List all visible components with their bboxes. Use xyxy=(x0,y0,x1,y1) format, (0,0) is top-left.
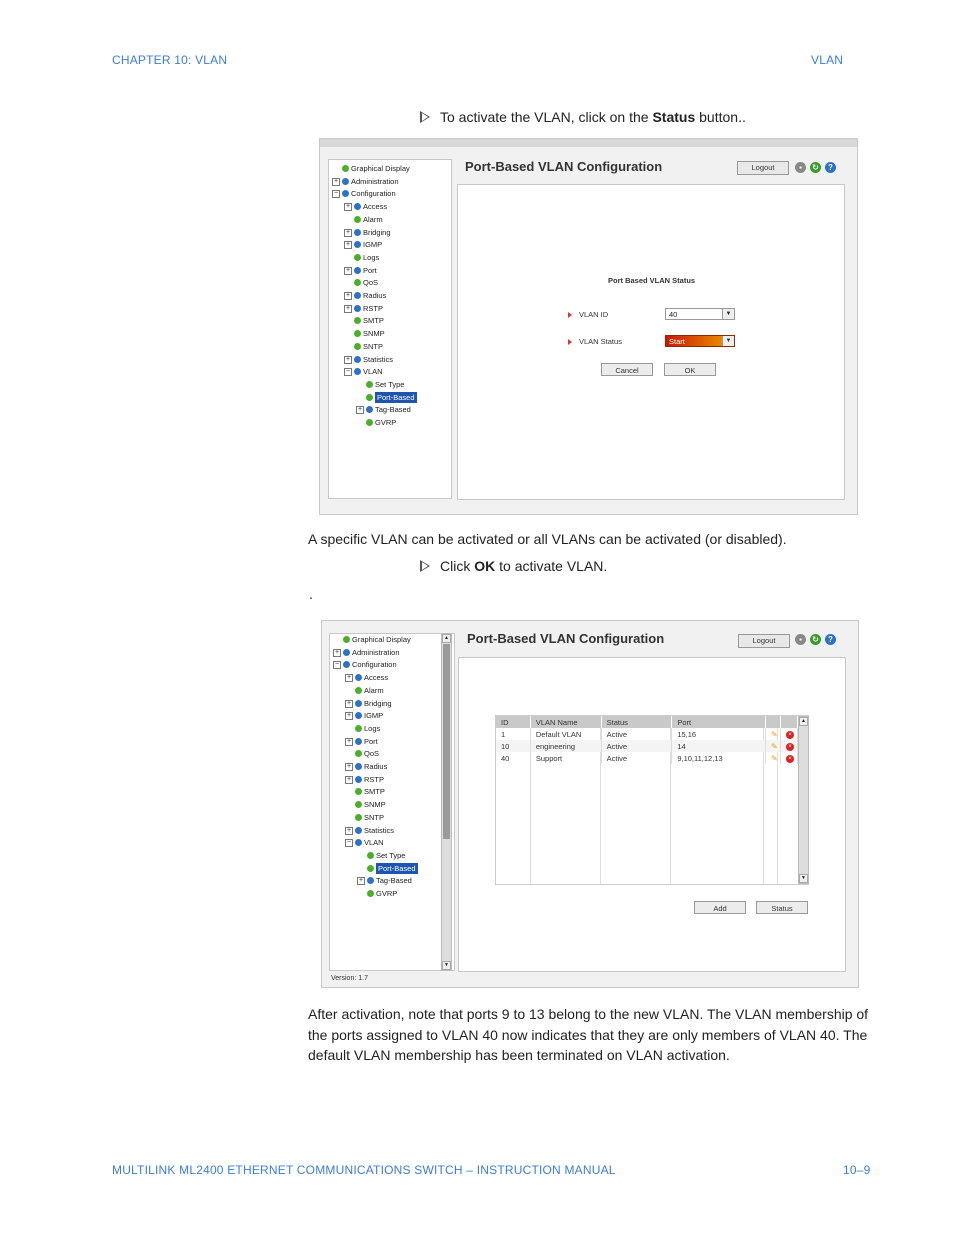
tree-item-label: Configuration xyxy=(352,660,397,670)
help-icon[interactable]: ? xyxy=(825,162,836,173)
edit-pencil-icon[interactable]: ✎ xyxy=(771,753,778,763)
folder-icon xyxy=(342,190,349,197)
tree-item[interactable] xyxy=(329,354,451,365)
tree-item[interactable] xyxy=(329,366,451,377)
step-triangle-icon xyxy=(420,560,430,572)
table-header-row xyxy=(496,716,798,728)
folder-icon xyxy=(366,406,373,413)
page-icon xyxy=(367,890,374,897)
folder-icon xyxy=(342,178,349,185)
section-header: VLAN xyxy=(811,53,844,67)
version-label: Version: 1.7 xyxy=(331,975,368,982)
tree-item[interactable] xyxy=(330,786,454,797)
tree-item[interactable] xyxy=(329,341,451,352)
vlan-id-arrow-icon xyxy=(568,312,572,318)
page-icon xyxy=(366,381,373,388)
tree-item-label: SNMP xyxy=(363,329,385,339)
expand-icon[interactable]: + xyxy=(334,648,340,656)
expand-icon[interactable]: + xyxy=(345,228,351,236)
folder-icon xyxy=(354,292,361,299)
tree-item-label: Statistics xyxy=(364,825,395,835)
tree-item-label: Radius xyxy=(364,762,388,771)
tree-item-label: QoS xyxy=(363,278,379,288)
status-heading: Port Based VLAN Status xyxy=(608,276,696,285)
tree-item-label: Port-Based xyxy=(378,863,416,873)
expand-icon[interactable]: + xyxy=(346,826,352,834)
expand-icon[interactable]: + xyxy=(345,304,351,312)
page-icon xyxy=(355,687,362,694)
paragraph-activation-options: A specific VLAN can be activated or all VLANs can be activated (or disabled). xyxy=(308,531,787,547)
expand-icon[interactable]: + xyxy=(346,775,352,783)
chevron-down-icon: ▼ xyxy=(722,336,734,346)
page-icon xyxy=(367,852,374,859)
folder-icon xyxy=(355,827,362,834)
tree-item-label: VLAN xyxy=(363,367,383,377)
edit-pencil-icon[interactable]: ✎ xyxy=(771,741,778,751)
tree-item-label: IGMP xyxy=(364,711,384,721)
folder-icon xyxy=(354,305,361,312)
folder-icon xyxy=(354,241,361,248)
expand-icon[interactable]: + xyxy=(346,712,352,720)
scroll-thumb[interactable] xyxy=(443,644,450,839)
tree-item-label: Port-Based xyxy=(377,392,415,402)
tree-item[interactable] xyxy=(330,647,454,658)
expand-icon[interactable]: + xyxy=(357,406,363,414)
tree-item[interactable] xyxy=(330,875,454,886)
tree-item[interactable] xyxy=(329,392,451,403)
expand-icon[interactable]: + xyxy=(358,877,364,885)
page-icon xyxy=(355,801,362,808)
main-panel xyxy=(458,657,846,972)
logout-button[interactable]: Logout xyxy=(738,634,790,648)
tree-scrollbar[interactable] xyxy=(441,633,452,971)
tree-item-label: SNTP xyxy=(364,812,385,822)
folder-icon xyxy=(355,712,362,719)
tree-item[interactable] xyxy=(330,710,454,721)
tree-item-label: IGMP xyxy=(363,240,383,250)
tree-item-label: Radius xyxy=(363,291,387,300)
scroll-up-icon[interactable]: ▲ xyxy=(442,634,451,643)
page-icon xyxy=(342,165,349,172)
expand-icon[interactable]: + xyxy=(333,177,339,185)
tree-item-label: Alarm xyxy=(364,685,384,695)
collapse-icon[interactable]: − xyxy=(333,190,339,198)
folder-icon xyxy=(354,356,361,363)
tree-item-label: Configuration xyxy=(351,189,396,199)
tree-item[interactable] xyxy=(330,672,454,683)
tree-item[interactable] xyxy=(330,723,454,734)
step-click-ok: Click OK to activate VLAN. xyxy=(420,558,607,574)
page-icon xyxy=(366,394,373,401)
tree-item-label: Bridging xyxy=(364,698,392,708)
tree-item-label: GVRP xyxy=(375,418,397,427)
expand-icon[interactable]: + xyxy=(346,737,352,745)
collapse-icon[interactable]: − xyxy=(334,661,340,669)
tree-item-label: RSTP xyxy=(364,774,385,784)
tree-item[interactable] xyxy=(330,850,454,861)
tree-item[interactable] xyxy=(330,825,454,836)
page-icon xyxy=(355,788,362,795)
folder-icon xyxy=(355,839,362,846)
tree-item-label: Port xyxy=(363,265,377,275)
ok-button[interactable]: OK xyxy=(664,363,716,376)
folder-icon xyxy=(367,877,374,884)
column-header-vlan-name: VLAN Name xyxy=(530,716,601,728)
folder-icon xyxy=(354,368,361,375)
tree-item[interactable] xyxy=(329,417,451,428)
tree-item[interactable] xyxy=(329,214,451,225)
edit-pencil-icon[interactable]: ✎ xyxy=(771,729,778,739)
folder-icon xyxy=(354,229,361,236)
expand-icon[interactable]: + xyxy=(346,763,352,770)
vlan-status-select[interactable]: Start ▼ xyxy=(665,335,735,347)
tree-item[interactable] xyxy=(330,812,454,823)
expand-icon[interactable]: + xyxy=(345,355,351,363)
tree-item-label: Graphical Display xyxy=(351,164,410,173)
column-header-port: Port xyxy=(672,716,766,728)
page-icon xyxy=(354,330,361,337)
tree-item[interactable] xyxy=(330,659,454,670)
navigation-tree xyxy=(329,633,455,971)
page-icon xyxy=(354,279,361,286)
window-top-bar xyxy=(320,139,857,147)
tree-item[interactable] xyxy=(329,265,451,276)
tree-item[interactable] xyxy=(329,315,451,326)
folder-icon xyxy=(354,203,361,210)
tree-item-label: Tag-Based xyxy=(376,876,412,886)
tree-item-label: Statistics xyxy=(363,354,394,364)
table-row[interactable]: 40 Support Active 9,10,11,12,13 ✎ × xyxy=(496,752,798,764)
tree-item-label: Administration xyxy=(351,176,399,186)
navigation-tree xyxy=(328,159,452,499)
delete-icon[interactable]: × xyxy=(786,755,794,763)
tree-item-label: RSTP xyxy=(363,303,384,313)
column-header-id: ID xyxy=(496,716,530,728)
tree-item-label: Tag-Based xyxy=(375,405,411,415)
tree-item[interactable] xyxy=(330,736,454,747)
help-icon[interactable]: ? xyxy=(825,634,836,645)
folder-icon xyxy=(354,267,361,274)
tree-item-label: Set Type xyxy=(375,379,405,389)
tree-item[interactable] xyxy=(329,303,451,314)
tree-item[interactable] xyxy=(329,404,451,415)
page-icon xyxy=(355,750,362,757)
chapter-header: CHAPTER 10: VLAN xyxy=(112,53,228,67)
tree-item[interactable] xyxy=(330,799,454,810)
tree-item[interactable] xyxy=(330,748,454,759)
vlan-status-label: VLAN Status xyxy=(579,337,622,346)
tree-item[interactable] xyxy=(330,698,454,709)
vlan-id-select[interactable]: 40 ▼ xyxy=(665,308,735,320)
tree-item[interactable] xyxy=(329,252,451,263)
tree-item-label: Graphical Display xyxy=(352,635,411,644)
tree-item-label: SNTP xyxy=(363,341,384,351)
vlan-status-arrow-icon xyxy=(568,339,572,345)
tree-item[interactable] xyxy=(329,290,451,301)
folder-icon xyxy=(343,661,350,668)
page-title: Port-Based VLAN Configuration xyxy=(465,159,663,174)
expand-icon[interactable]: + xyxy=(346,699,352,707)
tree-item-label: QoS xyxy=(364,749,380,759)
scroll-down-icon[interactable]: ▼ xyxy=(799,874,808,883)
folder-icon xyxy=(343,649,350,656)
expand-icon[interactable]: + xyxy=(345,241,351,249)
tree-item-label: Set Type xyxy=(376,850,406,860)
footer-title: MULTILINK ML2400 ETHERNET COMMUNICATIONS SWITCH – INSTRUCTION MANUAL xyxy=(112,1163,616,1177)
status-button[interactable]: Status xyxy=(756,901,808,914)
tree-item[interactable] xyxy=(330,685,454,696)
screenshot-vlan-table xyxy=(321,620,859,988)
folder-icon xyxy=(355,763,362,770)
page-title: Port-Based VLAN Configuration xyxy=(467,631,665,646)
logout-button[interactable]: Logout xyxy=(737,161,789,175)
tree-item-label: Logs xyxy=(364,723,381,733)
stray-period: . xyxy=(309,586,313,602)
tree-item-label: Access xyxy=(364,673,389,683)
paragraph-after-activation: After activation, note that ports 9 to 13 belong to the new VLAN. The VLAN membership of the ports assigned to VLAN 40 now indicates that they are only members of VLAN 40. The default VLAN membership has been terminated on VLAN activation. xyxy=(308,1006,869,1063)
page-icon xyxy=(354,254,361,261)
cancel-button[interactable]: Cancel xyxy=(601,363,653,376)
tree-item-label: Administration xyxy=(352,647,400,657)
page-icon xyxy=(355,725,362,732)
tree-item[interactable] xyxy=(329,176,451,187)
save-icon[interactable]: ▪ xyxy=(795,634,806,645)
collapse-icon[interactable]: − xyxy=(346,839,352,847)
step-triangle-icon xyxy=(420,111,430,123)
page-icon xyxy=(354,343,361,350)
tree-item[interactable] xyxy=(329,201,451,212)
expand-icon[interactable]: + xyxy=(345,203,351,211)
tree-item[interactable] xyxy=(330,888,454,899)
expand-icon[interactable]: + xyxy=(345,292,351,299)
tree-item-label: Access xyxy=(363,202,388,212)
save-icon[interactable]: ▪ xyxy=(795,162,806,173)
main-panel xyxy=(457,184,845,500)
collapse-icon[interactable]: − xyxy=(345,368,351,376)
vlan-id-label: VLAN ID xyxy=(579,310,609,319)
tree-item[interactable] xyxy=(330,761,454,772)
tree-item-label: Port xyxy=(364,736,378,746)
page-icon xyxy=(354,216,361,223)
page-icon xyxy=(366,419,373,426)
tree-item[interactable] xyxy=(329,163,451,174)
tree-item[interactable] xyxy=(330,863,454,874)
refresh-icon[interactable]: ↻ xyxy=(810,162,821,173)
page-icon xyxy=(354,317,361,324)
delete-icon[interactable]: × xyxy=(786,743,794,751)
page-icon xyxy=(367,865,374,872)
column-header-status: Status xyxy=(601,716,672,728)
tree-item[interactable] xyxy=(329,188,451,199)
tree-item[interactable] xyxy=(329,239,451,250)
tree-item-label: Logs xyxy=(363,252,380,262)
step-activate-status: To activate the VLAN, click on the Status button.. xyxy=(420,109,746,125)
tree-item-label: Alarm xyxy=(363,214,383,224)
tree-item-label: SMTP xyxy=(363,316,384,326)
vlan-table-container xyxy=(495,715,809,885)
tree-item-label: Bridging xyxy=(363,227,391,237)
chevron-down-icon: ▼ xyxy=(722,309,734,319)
folder-icon xyxy=(355,776,362,783)
tree-item-label: VLAN xyxy=(364,838,384,848)
scroll-down-icon[interactable]: ▼ xyxy=(442,961,451,970)
page-icon xyxy=(355,814,362,821)
tree-item[interactable] xyxy=(330,837,454,848)
table-scrollbar[interactable] xyxy=(798,716,809,884)
tree-item-label: SNMP xyxy=(364,800,386,810)
folder-icon xyxy=(355,700,362,707)
expand-icon[interactable]: + xyxy=(346,674,352,682)
folder-icon xyxy=(355,738,362,745)
folder-icon xyxy=(355,674,362,681)
table-row[interactable]: 1 Default VLAN Active 15,16 ✎ × xyxy=(496,728,798,740)
tree-item-label: SMTP xyxy=(364,787,385,797)
tree-item-label: GVRP xyxy=(376,889,398,898)
tree-item[interactable] xyxy=(329,328,451,339)
tree-item[interactable] xyxy=(329,379,451,390)
refresh-icon[interactable]: ↻ xyxy=(810,634,821,645)
tree-item[interactable] xyxy=(330,774,454,785)
page-icon xyxy=(343,636,350,643)
expand-icon[interactable]: + xyxy=(345,266,351,274)
tree-item[interactable] xyxy=(329,227,451,238)
table-row[interactable]: 10 engineering Active 14 ✎ × xyxy=(496,740,798,752)
tree-item[interactable] xyxy=(330,634,454,645)
page-number: 10–9 xyxy=(843,1163,871,1177)
vlan-table xyxy=(496,716,798,764)
delete-icon[interactable]: × xyxy=(786,731,794,739)
scroll-up-icon[interactable]: ▲ xyxy=(799,717,808,726)
add-button[interactable]: Add xyxy=(694,901,746,914)
tree-item[interactable] xyxy=(329,277,451,288)
screenshot-vlan-status xyxy=(319,138,858,515)
